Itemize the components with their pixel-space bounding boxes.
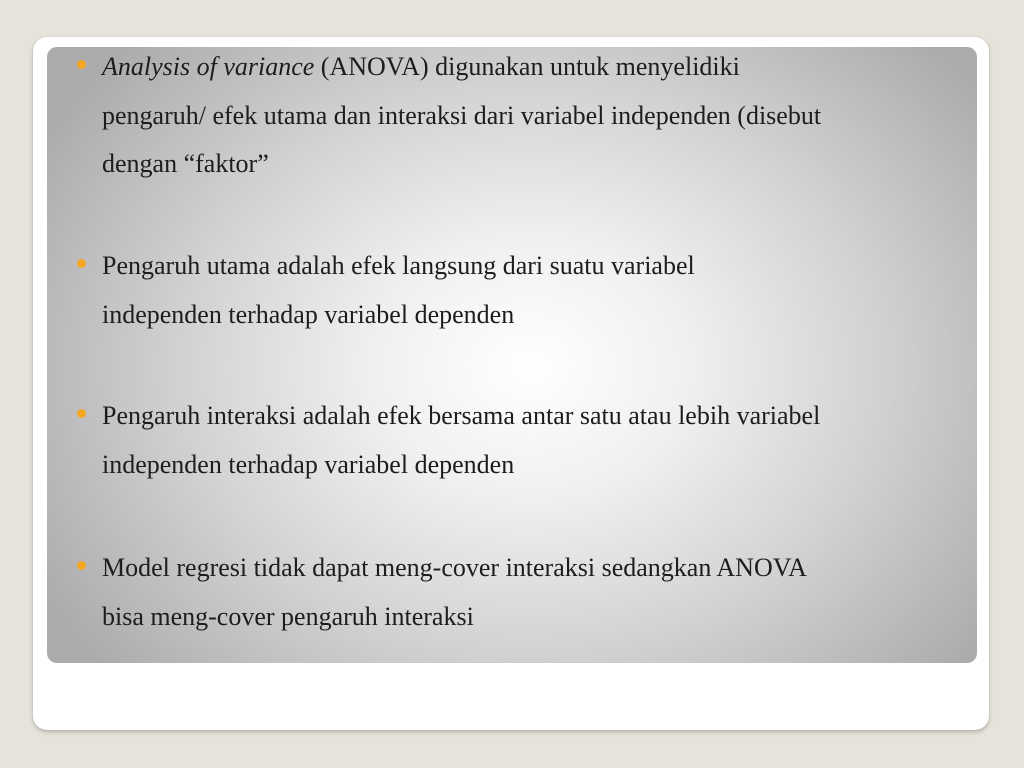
bullet-dot-icon [77,409,86,418]
bullet-lead-italic: Analysis of variance [102,52,315,81]
bullet-dot-icon [77,561,86,570]
bullet-text: Pengaruh interaksi adalah efek bersama antar satu atau lebih variabel independen terhadap variabel dependen [102,401,821,479]
bullet-item [47,392,987,489]
bullet-item [47,242,987,339]
bullet-item [47,43,987,189]
bullet-text: Model regresi tidak dapat meng-cover interaksi sedangkan ANOVA bisa meng-cover pengaruh interaksi [102,553,807,631]
bullet-text: Pengaruh utama adalah efek langsung dari suatu variabel independen terhadap variabel dependen [102,251,695,329]
bullet-text [102,43,987,189]
bullet-body: (ANOVA) digunakan untuk menyelidiki pengaruh/ efek utama dan interaksi dari variabel independen (disebut dengan “faktor” [102,52,822,178]
bullet-item [47,544,987,641]
bullet-dot-icon [77,60,86,69]
bullet-dot-icon [77,259,86,268]
